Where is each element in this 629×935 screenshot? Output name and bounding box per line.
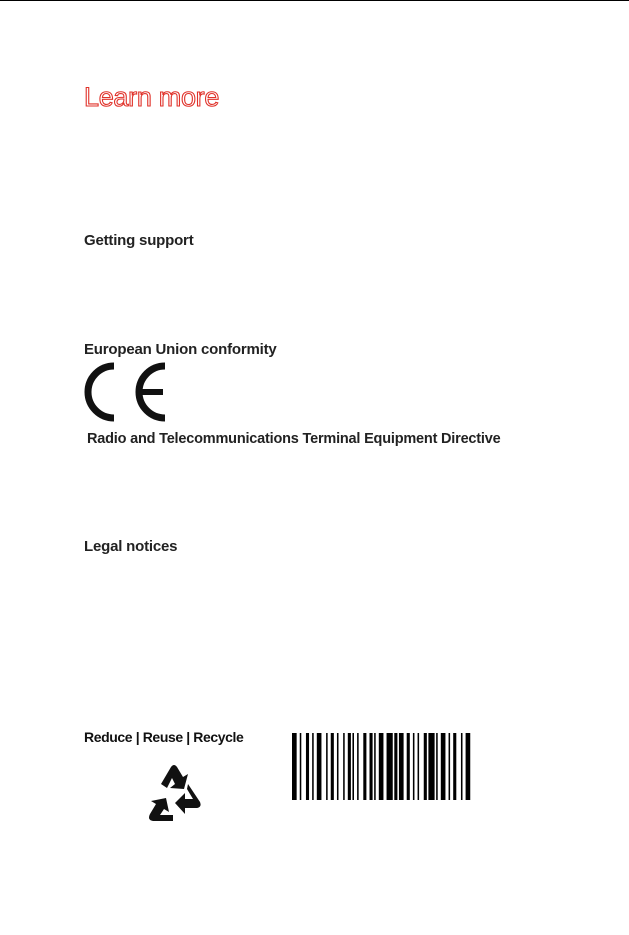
barcode-bar	[343, 733, 345, 800]
barcode-bar	[357, 733, 359, 800]
directive-text: Radio and Telecommunications Terminal Equipment Directive	[87, 431, 501, 447]
barcode-bar	[374, 733, 376, 800]
reduce-label: Reduce	[84, 729, 133, 745]
heading-getting-support: Getting support	[84, 232, 194, 249]
barcode-bar	[300, 733, 302, 800]
barcode-bar	[337, 733, 339, 800]
heading-legal-notices: Legal notices	[84, 538, 178, 555]
barcode-bar	[424, 733, 427, 800]
barcode-bar	[292, 733, 297, 800]
barcode-bar	[306, 733, 309, 800]
barcode-bar	[370, 733, 373, 800]
heading-eu-conformity: European Union conformity	[84, 341, 277, 358]
barcode-bar	[407, 733, 410, 800]
recycle-label: Recycle	[193, 729, 244, 745]
barcode-bar	[394, 733, 397, 800]
barcode-bar	[363, 733, 366, 800]
barcode-bar	[352, 733, 354, 800]
barcode-bar	[466, 733, 471, 800]
barcode-bar	[379, 733, 384, 800]
barcode-bar	[441, 733, 446, 800]
barcode-bar	[413, 733, 415, 800]
reduce-reuse-recycle	[84, 729, 243, 745]
recycle-icon	[141, 762, 207, 826]
barcode-bar	[461, 733, 463, 800]
barcode-bar	[418, 733, 420, 800]
barcode-bar	[428, 733, 434, 800]
reuse-label: Reuse	[142, 729, 183, 745]
barcode-bar	[436, 733, 438, 800]
barcode-bar	[312, 733, 314, 800]
barcode-bar	[453, 733, 456, 800]
page-title: Learn more	[84, 82, 220, 112]
barcode-bar	[449, 733, 451, 800]
barcode	[292, 733, 550, 800]
ce-mark-icon	[84, 362, 172, 422]
barcode-bar	[387, 733, 393, 800]
barcode-bar	[326, 733, 328, 800]
barcode-bar	[317, 733, 322, 800]
barcode-bar	[331, 733, 334, 800]
separator: |	[186, 729, 190, 745]
top-rule	[0, 0, 629, 1]
separator: |	[135, 729, 140, 745]
barcode-bar	[399, 733, 404, 800]
barcode-bar	[348, 733, 351, 800]
